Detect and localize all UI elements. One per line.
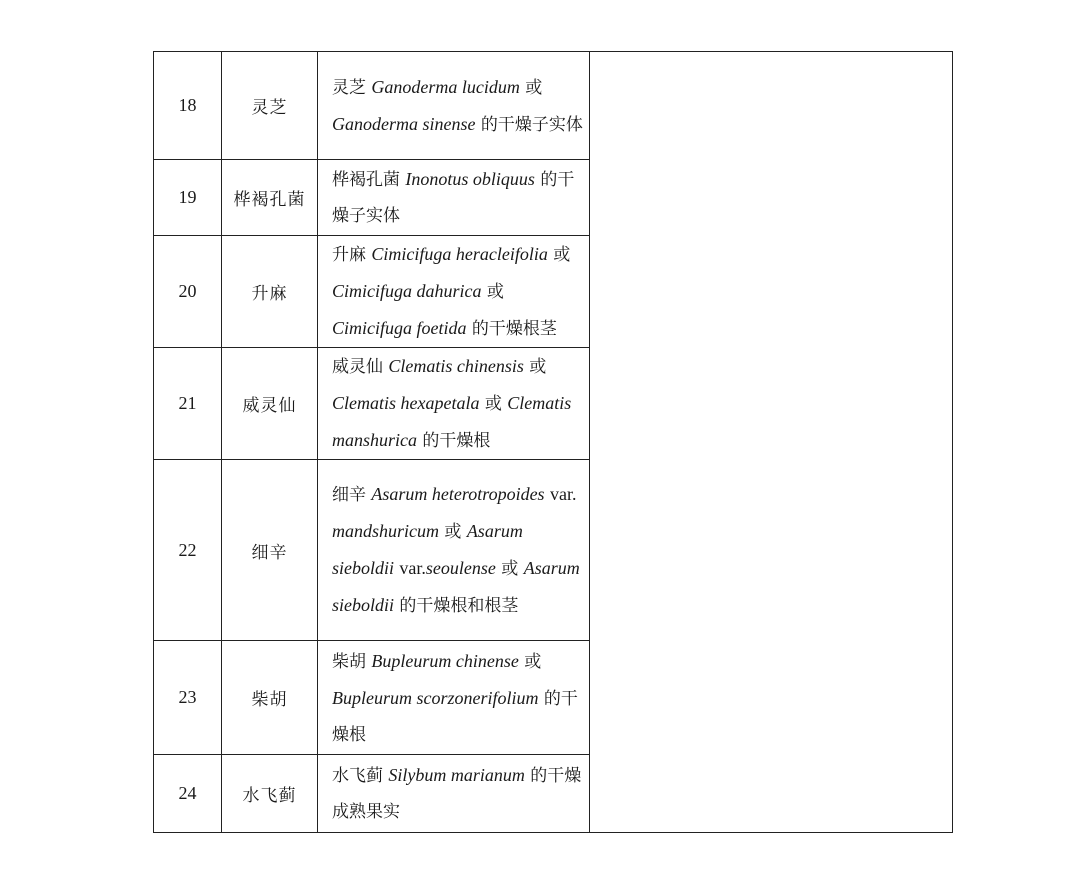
source-text: 或 (519, 77, 543, 98)
source-text: 灵芝 (332, 77, 372, 98)
source-text: 的干燥成熟果实 (332, 766, 582, 822)
source-text: 的干燥根和根茎 (394, 596, 519, 616)
herb-name: 柴胡 (222, 641, 318, 755)
latin-name: Clematis hexapetala (332, 393, 480, 413)
latin-name: Ganoderma lucidum (371, 76, 520, 97)
source-text: 的干燥子实体 (475, 114, 583, 135)
row-number: 21 (154, 348, 222, 460)
latin-name: mandshuricum (332, 521, 439, 541)
herb-source (318, 160, 590, 236)
latin-name: Asarum sieboldii (332, 521, 523, 578)
latin-name: Cimicifuga foetida (332, 318, 467, 338)
row-number: 19 (154, 160, 222, 236)
herb-name: 细辛 (222, 460, 318, 641)
source-text: 或 (547, 245, 571, 265)
latin-name: seoulense (425, 558, 496, 578)
row-number: 22 (154, 460, 222, 641)
latin-name: Clematis manshurica (332, 393, 572, 450)
row-number: 18 (154, 52, 222, 160)
source-text: 的干燥子实体 (332, 170, 575, 226)
herb-source (318, 641, 590, 755)
latin-name: Asarum heterotropoides (371, 484, 545, 504)
source-text: 柴胡 (332, 651, 372, 672)
source-text: 或 (518, 651, 542, 672)
herb-source (318, 348, 590, 460)
latin-name: Inonotus obliquus (405, 169, 535, 189)
herb-name: 威灵仙 (222, 348, 318, 460)
table-row (154, 52, 953, 160)
source-text: 的干燥根 (332, 688, 578, 745)
source-text: 或 (481, 282, 504, 302)
source-text: 威灵仙 (332, 357, 389, 377)
herb-table (153, 51, 953, 833)
source-text: 水飞蓟 (332, 766, 389, 786)
source-text: 升麻 (332, 245, 372, 265)
latin-name: Silybum marianum (388, 765, 525, 785)
latin-name: Cimicifuga dahurica (332, 281, 482, 301)
source-text: 或 (439, 522, 467, 542)
latin-name: Cimicifuga heracleifolia (371, 244, 548, 264)
herb-source (318, 755, 590, 833)
row-number: 23 (154, 641, 222, 755)
herb-source (318, 460, 590, 641)
latin-name: Ganoderma sinense (332, 113, 476, 134)
herb-name: 升麻 (222, 236, 318, 348)
latin-abbrev: var. (549, 484, 577, 504)
herb-name: 水飞蓟 (222, 755, 318, 833)
herb-name: 灵芝 (222, 52, 318, 160)
source-text: 的干燥根 (417, 431, 491, 451)
source-text: 或 (479, 394, 508, 414)
latin-name: Bupleurum chinense (371, 650, 519, 671)
herb-source (318, 236, 590, 348)
source-text: 或 (495, 559, 524, 579)
source-text: 的干燥根茎 (466, 319, 557, 339)
source-text: 或 (523, 357, 547, 377)
herb-name: 桦褐孔菌 (222, 160, 318, 236)
herb-source (318, 52, 590, 160)
source-text: 细辛 (332, 485, 372, 505)
row-number: 20 (154, 236, 222, 348)
latin-abbrev: var. (399, 558, 426, 578)
latin-name: Clematis chinensis (388, 356, 524, 376)
latin-name: Asarum sieboldii (332, 558, 580, 615)
source-text: 桦褐孔菌 (332, 170, 406, 190)
blank-column (590, 52, 953, 833)
row-number: 24 (154, 755, 222, 833)
latin-name: Bupleurum scorzonerifolium (332, 687, 539, 708)
